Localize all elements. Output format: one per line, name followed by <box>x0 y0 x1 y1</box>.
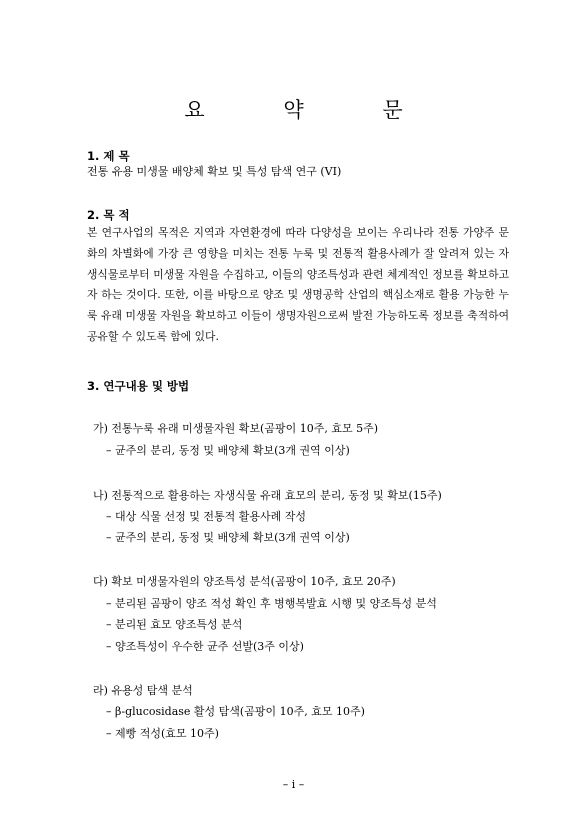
item-sub: – 양조특성이 우수한 균주 선발(3주 이상) <box>106 640 304 653</box>
item-sub: – 대상 식물 선정 및 전통적 활용사례 작성 <box>106 510 306 523</box>
page-number: – i – <box>282 778 305 791</box>
item-sub: – 제빵 적성(효모 10주) <box>106 727 219 740</box>
item-sub: – 분리된 곰팡이 양조 적성 확인 후 병행복발효 시행 및 양조특성 분석 <box>106 597 437 610</box>
page-title: 요 약 문 <box>184 98 439 122</box>
section-2-text: 본 연구사업의 목적은 지역과 자연환경에 따라 다양성을 보이는 우리나라 전통 가양주 문화의 차별화에 가장 큰 영향을 미치는 전통 누룩 및 전통적 활용사례가 잘 알려져 있는 자생식물로부터 미생물 자원을 수집하고, 이들의 양조특성과 관련 체계적인 정보를 확보하고자 하는 것이다. 또한, 이를 바탕으로 양조 및 생명공학 산업의 핵심소재로 활용 가능한 누룩 유래 미생물 자원을 확보하고 이들이 생명자원으로써 발전 가능하도록 정보를 축적하여 공유할 수 있도록 함에 있다. <box>87 226 509 343</box>
item-sub: – 균주의 분리, 동정 및 배양체 확보(3개 권역 이상) <box>106 444 350 457</box>
section-1-heading: 1. 제 목 <box>87 149 130 163</box>
item-title: 나) 전통적으로 활용하는 자생식물 유래 효모의 분리, 동정 및 확보(15주) <box>93 489 442 502</box>
section-1-text: 전통 유용 미생물 배양체 확보 및 특성 탐색 연구 (VI) <box>87 165 342 178</box>
item-title: 라) 유용성 탐색 분석 <box>93 684 193 697</box>
item-title: 가) 전통누룩 유래 미생물자원 확보(곰팡이 10주, 효모 5주) <box>93 422 378 435</box>
section-2-heading: 2. 목 적 <box>87 208 130 222</box>
item-sub: – 균주의 분리, 동정 및 배양체 확보(3개 권역 이상) <box>106 531 350 544</box>
item-title: 다) 확보 미생물자원의 양조특성 분석(곰팡이 10주, 효모 20주) <box>93 575 396 588</box>
item-sub: – 분리된 효모 양조특성 분석 <box>106 618 243 631</box>
section-3-heading: 3. 연구내용 및 방법 <box>87 379 190 393</box>
item-sub: – β-glucosidase 활성 탐색(곰팡이 10주, 효모 10주) <box>106 705 365 718</box>
